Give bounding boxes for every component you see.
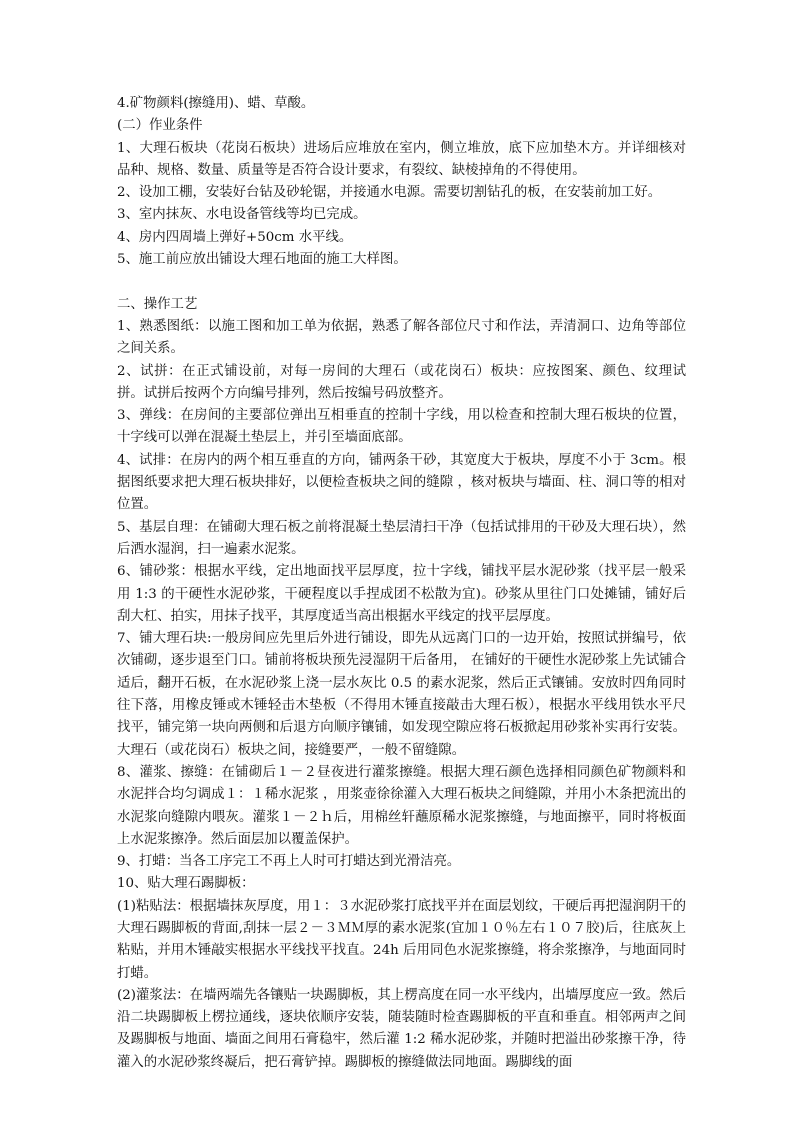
condition-5: 5、施工前应放出铺设大理石地面的施工大样图。 [117, 252, 407, 268]
procedure-step-6: 6、铺砂浆：根据水平线，定出地面找平层厚度，拉十字线，铺找平层水泥砂浆（找平层一般采用 1:3 的干硬性水泥砂浆，干硬程度以手捏成团不松散为宜)。砂浆从里往门口处摊铺，铺好后刮大杠、拍实，用抹子找平，其厚度适当高出根据水平线定的找平层厚度。 [117, 564, 686, 624]
skirting-method-1: (1)粘贴法：根据墙抹灰厚度，用１：３水泥砂浆打底找平并在面层划纹，干硬后再把湿润阴干的大理石踢脚板的背面,刮抹一层２－３ＭＭ厚的素水泥浆(宜加１０％左右１０７胶)后，往底灰上粘贴，并用木锤敲实根据水平线找平找直。24h 后用同色水泥浆擦缝，将余浆擦净，与地面同时打蜡。 [117, 898, 686, 981]
procedure-step-3: 3、弹线：在房间的主要部位弹出互相垂直的控制十字线，用以检查和控制大理石板块的位置，十字线可以弹在混凝土垫层上，并引至墙面底部。 [117, 408, 686, 446]
procedure-step-8: 8、灌浆、擦缝：在铺砌后１－２昼夜进行灌浆擦缝。根据大理石颜色选择相同颜色矿物颜料和水泥拌合均匀调成１：１稀水泥浆 ，用浆壶徐徐灌入大理石板块之间缝隙，并用小木条把流出的水泥浆向缝隙内喂灰。灌浆１－２ｈ后，用棉丝轩蘸原稀水泥浆擦缝，与地面擦平，同时将板面上水泥浆擦净。然后面层加以覆盖保护。 [117, 764, 686, 847]
procedure-step-10: 10、贴大理石踢脚板： [117, 876, 255, 892]
procedure-step-7: 7、铺大理石块:一般房间应先里后外进行铺设，即先从远离门口的一边开始，按照试拼编号，依次铺砌，逐步退至门口。铺前将板块预先浸湿阴干后备用， 在铺好的干硬性水泥砂浆上先试铺合适后，翻开石板，在水泥砂浆上浇一层水灰比 0.5 的素水泥浆，然后正式镶铺。安放时四角同时往下落，用橡皮锤或木锤轻击木垫板（不得用木锤直接敲击大理石板），根据水平线用铁水平尺找平，铺完第一块向两侧和后退方向顺序镶铺，如发现空隙应将石板掀起用砂浆补实再行安装。大理石（或花岗石）板块之间，接缝要严，一般不留缝隙。 [117, 631, 686, 758]
section-heading-procedure: 二、操作工艺 [117, 296, 198, 312]
skirting-method-2: (2)灌浆法：在墙两端先各镶贴一块踢脚板，其上楞高度在同一水平线内，出墙厚度应一致。然后沿二块踢脚板上楞拉通线，逐块依顺序安装，随装随时检查踢脚板的平直和垂直。相邻两声之间及踢脚板与地面、墙面之间用石膏稳牢，然后灌 1:2 稀水泥砂浆，并随时把溢出砂浆擦干净，待灌入的水泥砂浆终凝后，把石膏铲掉。踢脚板的擦缝做法同地面。踢脚线的面 [117, 987, 686, 1070]
procedure-step-4: 4、试排：在房内的两个相互垂直的方向，铺两条干砂，其宽度大于板块，厚度不小于 3cm。根据图纸要求把大理石板块排好，以便检查板块之间的缝隙 ，核对板块与墙面、柱、洞口等的相对位置。 [117, 452, 686, 513]
procedure-step-9: 9、打蜡：当各工序完工不再上人时可打蜡达到光滑洁亮。 [117, 854, 461, 870]
condition-1: 1、大理石板块（花岗石板块）进场后应堆放在室内，侧立堆放，底下应加垫木方。并详细核对品种、规格、数量、质量等是否符合设计要求，有裂纹、缺棱掉角的不得使用。 [117, 140, 686, 178]
blank-line [117, 271, 686, 293]
material-item-4: 4.矿物颜料(擦缝用)、蜡、草酸。 [117, 96, 315, 111]
procedure-step-5: 5、基层自理：在铺砌大理石板之前将混凝土垫层清扫干净（包括试排用的干砂及大理石块），然后洒水湿润，扫一遍素水泥浆。 [117, 519, 686, 557]
procedure-step-2: 2、试拼：在正式铺设前，对每一房间的大理石（或花岗石）板块：应按图案、颜色、纹理试拼。试拼后按两个方向编号排列，然后按编号码放整齐。 [117, 363, 686, 401]
document-body [117, 93, 686, 1074]
condition-3: 3、室内抹灰、水电设备管线等均已完成。 [117, 207, 367, 223]
condition-4: 4、房内四周墙上弹好+50cm 水平线。 [117, 229, 353, 245]
section-heading-work-conditions: (二）作业条件 [117, 118, 203, 134]
condition-2: 2、设加工棚，安装好台钻及砂轮锯，并接通水电源。需要切割钻孔的板，在安装前加工好。 [117, 185, 662, 201]
procedure-step-1: 1、熟悉图纸：以施工图和加工单为依据，熟悉了解各部位尺寸和作法，弄清洞口、边角等部位之间关系。 [117, 318, 686, 357]
